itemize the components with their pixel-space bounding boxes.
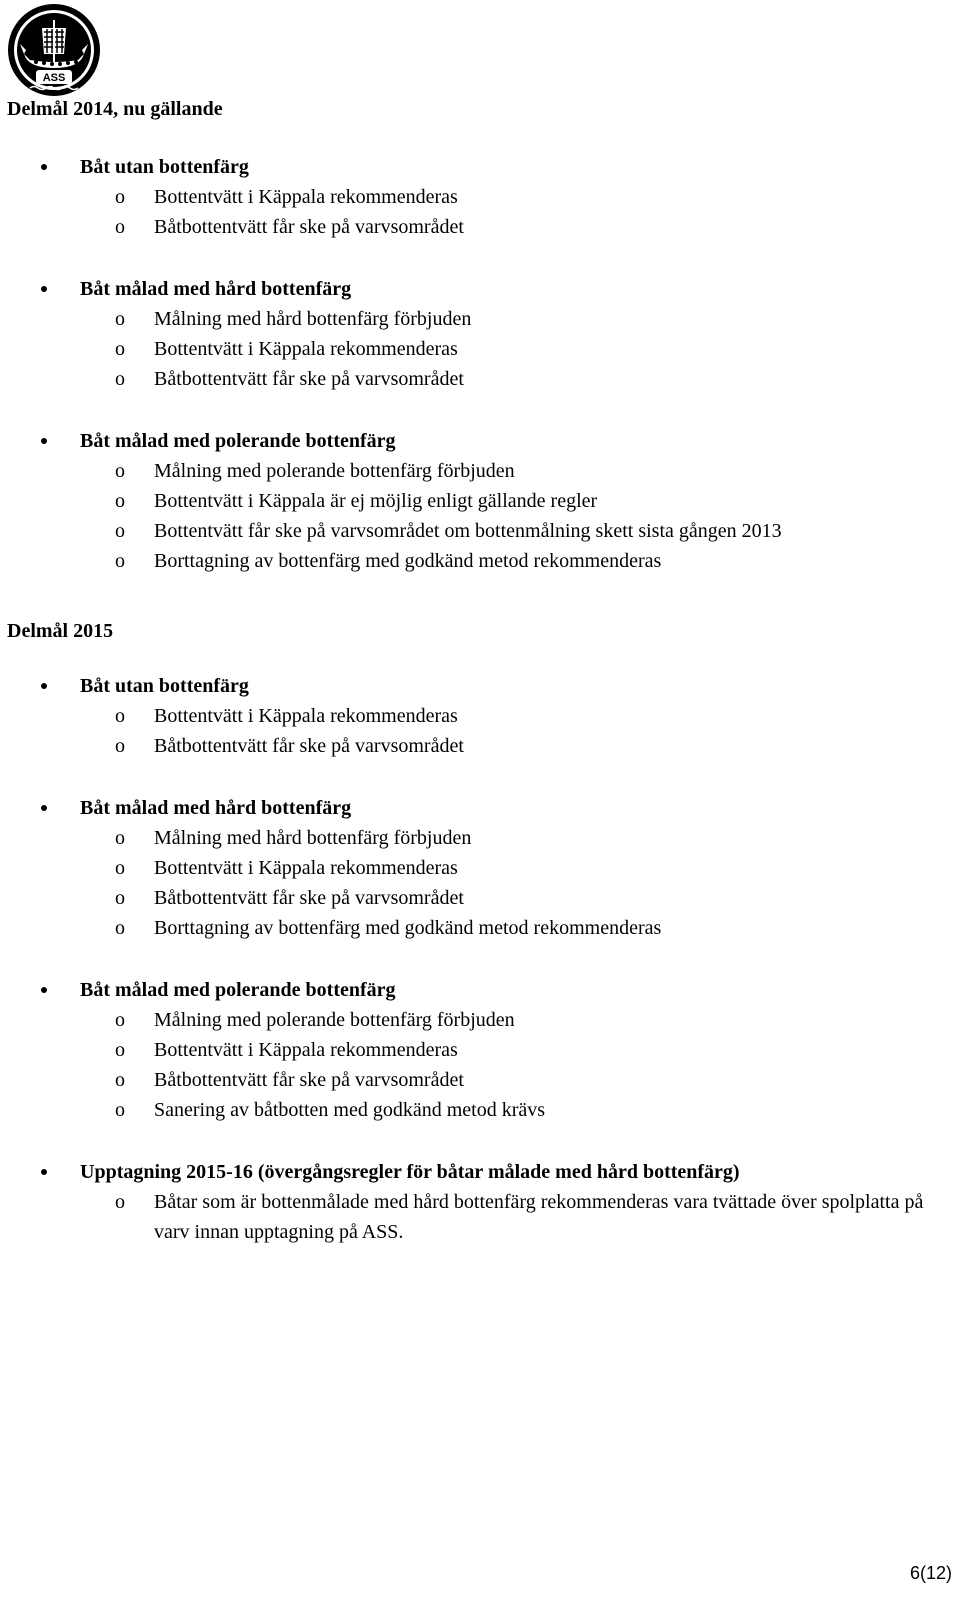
sub-marker-icon: o — [115, 1069, 125, 1091]
sub-item — [7, 486, 947, 516]
sub-item — [7, 1035, 947, 1065]
page-number: 6(12) — [909, 1563, 952, 1583]
sub-item — [7, 456, 947, 486]
sub-item — [7, 546, 947, 576]
sub-item-text: Båtbottentvätt får ske på varvsområdet — [154, 368, 464, 390]
sub-item — [7, 701, 947, 731]
sub-marker-icon: o — [115, 827, 125, 849]
bullet-block — [7, 793, 947, 943]
section-title: Delmål 2015 — [7, 620, 114, 642]
sub-marker-icon: o — [115, 186, 125, 208]
sub-marker-icon: o — [115, 735, 125, 757]
bullet-heading — [7, 793, 947, 823]
sub-item — [7, 1095, 947, 1125]
bullet-block — [7, 426, 947, 576]
sub-item — [7, 853, 947, 883]
sub-item-text: Båtbottentvätt får ske på varvsområdet — [154, 1069, 464, 1091]
bullet-heading — [7, 671, 947, 701]
sub-marker-icon: o — [115, 705, 125, 727]
sub-item-text: Båtbottentvätt får ske på varvsområdet — [154, 216, 464, 238]
bullet-block — [7, 975, 947, 1125]
sub-item-text: Sanering av båtbotten med godkänd metod krävs — [154, 1099, 546, 1121]
bullet-dot-icon — [41, 683, 47, 689]
sub-item-text: Bottentvätt i Käppala rekommenderas — [154, 1039, 458, 1061]
bullet-heading-text: Båt målad med hård bottenfärg — [80, 797, 352, 819]
sub-marker-icon: o — [115, 520, 125, 542]
bullet-heading-text: Båt utan bottenfärg — [80, 156, 249, 178]
sub-item-text: Borttagning av bottenfärg med godkänd metod rekommenderas — [154, 550, 662, 572]
bullet-heading-text: Båt utan bottenfärg — [80, 675, 249, 697]
bullet-heading — [7, 274, 947, 304]
sub-marker-icon: o — [115, 1009, 125, 1031]
bullet-block — [7, 152, 947, 242]
bullet-heading — [7, 426, 947, 456]
sub-item — [7, 1005, 947, 1035]
sub-marker-icon: o — [115, 857, 125, 879]
bullet-heading-text: Upptagning 2015-16 (övergångsregler för båtar målade med hård bottenfärg) — [80, 1161, 740, 1183]
bullet-dot-icon — [41, 987, 47, 993]
bullet-heading — [7, 1157, 947, 1187]
sub-marker-icon: o — [115, 308, 125, 330]
sub-item-text: Målning med polerande bottenfärg förbjuden — [154, 460, 515, 482]
bullet-dot-icon — [41, 438, 47, 444]
bullet-dot-icon — [41, 286, 47, 292]
club-logo — [6, 2, 102, 98]
sub-item — [7, 823, 947, 853]
sub-item-text: Bottentvätt i Käppala rekommenderas — [154, 186, 458, 208]
sub-item — [7, 883, 947, 913]
sub-marker-icon: o — [115, 1191, 125, 1213]
sub-marker-icon: o — [115, 490, 125, 512]
sub-item-text: Båtbottentvätt får ske på varvsområdet — [154, 735, 464, 757]
sub-item-text: Målning med polerande bottenfärg förbjuden — [154, 1009, 515, 1031]
sub-item — [7, 182, 947, 212]
sub-item — [7, 364, 947, 394]
sub-marker-icon: o — [115, 887, 125, 909]
sub-marker-icon: o — [115, 1099, 125, 1121]
sub-item — [7, 516, 947, 546]
sub-item-text: Bottentvätt får ske på varvsområdet om bottenmålning skett sista gången 2013 — [154, 520, 782, 542]
sub-item-text: Bottentvätt i Käppala rekommenderas — [154, 857, 458, 879]
bullet-heading — [7, 152, 947, 182]
document-body — [7, 96, 947, 1247]
sub-marker-icon: o — [115, 216, 125, 238]
sub-marker-icon: o — [115, 368, 125, 390]
sub-item-text: Målning med hård bottenfärg förbjuden — [154, 827, 472, 849]
bullet-block — [7, 671, 947, 761]
sub-item-text: Målning med hård bottenfärg förbjuden — [154, 308, 472, 330]
sub-marker-icon: o — [115, 1039, 125, 1061]
sub-marker-icon: o — [115, 460, 125, 482]
bullet-heading — [7, 975, 947, 1005]
bullet-heading-text: Båt målad med polerande bottenfärg — [80, 979, 396, 1001]
bullet-block — [7, 274, 947, 394]
sub-item-text: Borttagning av bottenfärg med godkänd metod rekommenderas — [154, 917, 662, 939]
sub-item-text: Bottentvätt i Käppala rekommenderas — [154, 705, 458, 727]
section-title: Delmål 2014, nu gällande — [7, 98, 223, 120]
sub-item — [7, 212, 947, 242]
bullet-heading-text: Båt målad med hård bottenfärg — [80, 278, 352, 300]
bullet-dot-icon — [41, 164, 47, 170]
sub-item-text: Båtar som är bottenmålade med hård bottenfärg rekommenderas vara tvättade över spolplatta på varv innan upptagning på ASS. — [154, 1191, 924, 1243]
sub-marker-icon: o — [115, 917, 125, 939]
sub-item-text: Båtbottentvätt får ske på varvsområdet — [154, 887, 464, 909]
sub-item — [7, 913, 947, 943]
bullet-dot-icon — [41, 1169, 47, 1175]
sub-item — [7, 304, 947, 334]
logo-text: ASS — [42, 72, 66, 84]
sub-item — [7, 1187, 947, 1247]
sub-item-text: Bottentvätt i Käppala rekommenderas — [154, 338, 458, 360]
bullet-heading-text: Båt målad med polerande bottenfärg — [80, 430, 396, 452]
bullet-block — [7, 1157, 947, 1247]
sub-item-text: Bottentvätt i Käppala är ej möjlig enligt gällande regler — [154, 490, 598, 512]
sub-item — [7, 334, 947, 364]
sub-marker-icon: o — [115, 550, 125, 572]
sub-marker-icon: o — [115, 338, 125, 360]
sub-item — [7, 731, 947, 761]
bullet-dot-icon — [41, 805, 47, 811]
sub-item — [7, 1065, 947, 1095]
